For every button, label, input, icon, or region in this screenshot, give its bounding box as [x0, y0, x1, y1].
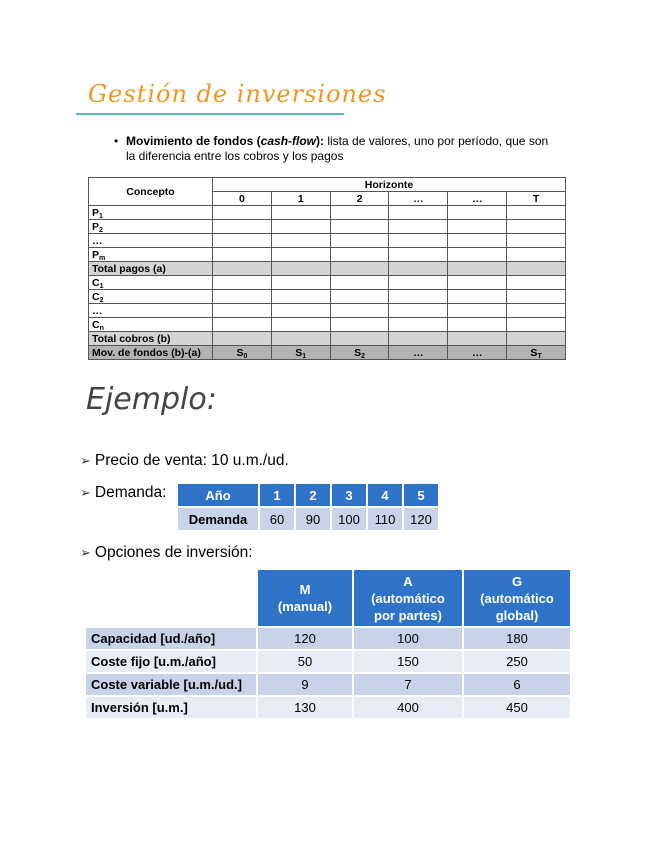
option-value: 250 — [463, 650, 570, 673]
precio-line — [80, 452, 289, 470]
bullet-bold-prefix: Movimiento de fondos ( — [126, 134, 261, 148]
bullet-bold-suffix: ): — [316, 134, 325, 148]
year-cell: 1 — [259, 484, 295, 507]
option-value: 180 — [463, 627, 570, 650]
table-row — [86, 627, 570, 650]
period-header: … — [448, 192, 507, 206]
bullet-italic-term: cash-flow — [260, 134, 317, 148]
period-header: 2 — [330, 192, 389, 206]
demand-cell: 60 — [259, 507, 295, 530]
period-header: … — [389, 192, 448, 206]
option-value: 150 — [353, 650, 463, 673]
period-header: 0 — [213, 192, 272, 206]
table-row — [89, 220, 566, 234]
option-value: 6 — [463, 673, 570, 696]
mov-value: $S_1$ — [271, 346, 330, 360]
row-label: Coste fijo [u.m./año] — [86, 650, 257, 673]
row-label: … — [89, 234, 213, 248]
row-label: Total pagos (a) — [89, 262, 213, 276]
total-cobros-row — [89, 332, 566, 346]
bullet-dot-icon: • — [114, 134, 119, 148]
opciones-line — [80, 544, 253, 562]
concept-header: Concepto — [89, 178, 213, 206]
cashflow-table — [88, 177, 566, 360]
arrow-bullet-icon: ➢ — [80, 485, 91, 500]
table-row — [89, 234, 566, 248]
row-label: Coste variable [u.m./ud.] — [86, 673, 257, 696]
table-row — [86, 673, 570, 696]
table-row — [86, 696, 570, 719]
bullet-body: lista de valores, uno por período, que son la diferencia entre los cobros y los pagos — [126, 134, 549, 163]
option-value: 120 — [257, 627, 353, 650]
option-value: 7 — [353, 673, 463, 696]
demanda-line — [80, 484, 166, 502]
option-header-g: G (automático global) — [463, 570, 570, 627]
total-pagos-row — [89, 262, 566, 276]
row-label: $C_n$ — [89, 318, 213, 332]
option-value: 100 — [353, 627, 463, 650]
option-header-m: M (manual) — [257, 570, 353, 627]
demand-cell: 120 — [403, 507, 438, 530]
mov-fondos-row — [89, 346, 566, 360]
demanda-text: Demanda: — [94, 484, 167, 501]
options-table — [86, 570, 570, 720]
title-underline — [76, 113, 344, 115]
row-label: $C_1$ — [89, 276, 213, 290]
table-row — [89, 248, 566, 262]
options-corner — [86, 570, 257, 627]
demand-cell: 90 — [295, 507, 331, 530]
row-label: $P_1$ — [89, 206, 213, 220]
option-value: 400 — [353, 696, 463, 719]
demand-cell: 110 — [367, 507, 403, 530]
opciones-text: Opciones de inversión: — [94, 544, 253, 561]
row-label: Mov. de fondos (b)-(a) — [89, 346, 213, 360]
options-header-row — [86, 570, 570, 627]
period-header: T — [507, 192, 566, 206]
mov-value: … — [448, 346, 507, 360]
year-label: Año — [178, 484, 259, 507]
option-value: 50 — [257, 650, 353, 673]
mov-value: $S_0$ — [213, 346, 272, 360]
example-heading: Ejemplo: — [86, 382, 217, 417]
table-row — [89, 206, 566, 220]
mov-value: … — [389, 346, 448, 360]
option-value: 450 — [463, 696, 570, 719]
year-cell: 5 — [403, 484, 438, 507]
row-label: $P_m$ — [89, 248, 213, 262]
option-value: 130 — [257, 696, 353, 719]
mov-value: $S_2$ — [330, 346, 389, 360]
cashflow-definition-text — [126, 134, 554, 164]
demand-cell: 100 — [331, 507, 367, 530]
year-cell: 3 — [331, 484, 367, 507]
table-row — [86, 650, 570, 673]
horizon-header: Horizonte — [213, 178, 566, 192]
row-label: Inversión [u.m.] — [86, 696, 257, 719]
option-header-a: A (automático por partes) — [353, 570, 463, 627]
row-label: … — [89, 304, 213, 318]
year-cell: 4 — [367, 484, 403, 507]
year-row — [178, 484, 438, 507]
period-header: 1 — [271, 192, 330, 206]
table-row — [89, 276, 566, 290]
row-label: Capacidad [ud./año] — [86, 627, 257, 650]
option-value: 9 — [257, 673, 353, 696]
mov-value: $S_T$ — [507, 346, 566, 360]
table-row — [89, 290, 566, 304]
cashflow-definition — [114, 134, 554, 164]
precio-text: Precio de venta: 10 u.m./ud. — [94, 452, 289, 469]
row-label: $P_2$ — [89, 220, 213, 234]
arrow-bullet-icon: ➢ — [80, 453, 91, 468]
arrow-bullet-icon: ➢ — [80, 545, 91, 560]
table-row — [89, 304, 566, 318]
row-label: Total cobros (b) — [89, 332, 213, 346]
demand-label: Demanda — [178, 507, 259, 530]
page-title: Gestión de inversiones — [88, 80, 387, 108]
year-cell: 2 — [295, 484, 331, 507]
row-label: $C_2$ — [89, 290, 213, 304]
demand-table — [178, 484, 438, 530]
demand-row — [178, 507, 438, 530]
table-row — [89, 318, 566, 332]
cashflow-header-row — [89, 178, 566, 192]
